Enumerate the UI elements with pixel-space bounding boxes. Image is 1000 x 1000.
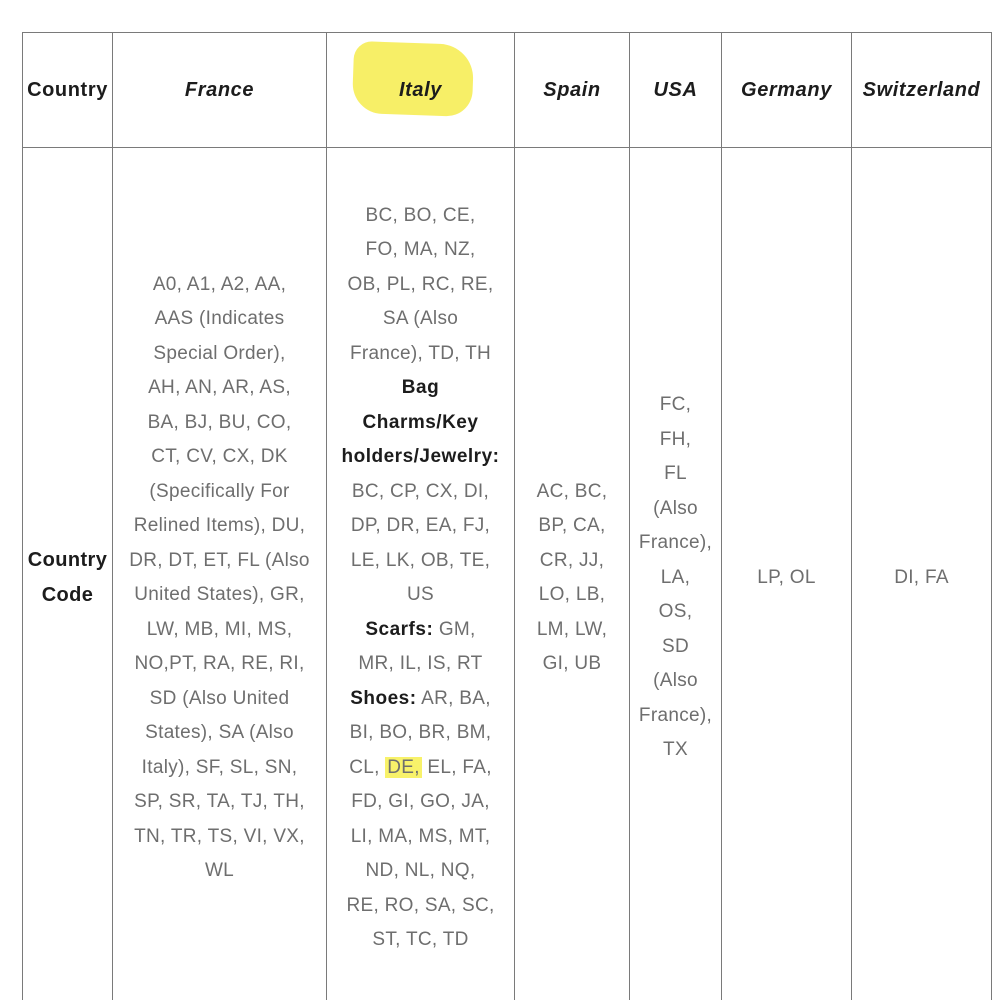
italy-line: France), TD, TH [349,342,492,364]
header-row [23,33,992,148]
italy-shoes-line: ST, TC, TD [372,929,469,950]
france-line: NO,PT, RA, RE, RI, [134,653,305,674]
usa-line: (Also [653,497,698,519]
cell-italy-codes [327,148,515,1000]
usa-line: France), [638,704,713,726]
row-label-line-1: Country [27,549,108,571]
italy-bag-heading: Bag [401,377,440,398]
italy-line: OB, PL, RC, RE, [347,273,494,295]
usa-line: TX [663,739,688,761]
spain-line: LO, LB, [538,584,606,605]
usa-line: FL [664,463,687,485]
italy-shoes-label: Shoes: [350,687,417,709]
france-line: United States), GR, [134,584,305,605]
france-line: WL [204,860,235,881]
italy-bag-heading: Charms/Key [362,411,479,433]
cell-switzerland-codes [852,148,992,1000]
italy-shoes-line: LI, MA, MS, MT, [350,825,491,847]
italy-bag-heading: holders/Jewelry: [341,446,500,467]
italy-shoes-line: ND, NL, NQ, [365,860,476,881]
highlighted-de-code: DE, [387,756,420,778]
country-code-row [23,148,992,1000]
usa-line: FC, [659,394,692,416]
spain-line: BP, CA, [538,515,606,536]
header-france: France [113,33,327,148]
italy-scarfs-line: MR, IL, IS, RT [358,653,483,674]
italy-bag-line: US [407,584,434,605]
usa-line: France), [638,532,713,554]
header-spain: Spain [515,33,630,148]
usa-line: (Also [653,670,698,692]
header-usa: USA [630,33,722,148]
france-line: SP, SR, TA, TJ, TH, [134,791,305,812]
header-italy-label: Italy [398,78,443,101]
italy-bag-line: LE, LK, OB, TE, [350,549,491,571]
switzerland-codes-text: DI, FA [894,566,949,588]
spain-line: GI, UB [542,653,602,674]
france-line: SD (Also United [149,687,290,709]
italy-scarfs-line [327,613,514,648]
usa-line: LA, [660,566,691,588]
france-line: A0, A1, A2, AA, [152,273,287,295]
cell-usa-codes [630,148,722,1000]
spain-line: AC, BC, [536,480,608,502]
italy-highlight-wrap [399,79,442,102]
country-code-table [22,32,992,1000]
italy-shoes-line: RE, RO, SA, SC, [346,894,495,916]
usa-line: FH, [659,428,692,450]
italy-line: BC, BO, CE, [365,204,476,226]
italy-shoes-line: FD, GI, GO, JA, [351,791,490,812]
usa-line: SD [662,635,689,657]
italy-shoes-line [327,751,514,786]
france-line: LW, MB, MI, MS, [146,618,293,640]
header-italy [327,33,515,148]
italy-scarfs-label: Scarfs: [365,618,434,640]
usa-line: OS, [658,601,693,623]
spain-line: LM, LW, [536,618,608,640]
row-label-country-code [23,148,113,1000]
italy-line: FO, MA, NZ, [365,239,476,260]
cell-germany-codes [722,148,852,1000]
row-label-line-2: Code [41,584,94,606]
header-germany: Germany [722,33,852,148]
france-line: Italy), SF, SL, SN, [141,756,298,778]
france-line: (Specifically For [149,480,290,502]
france-line: TN, TR, TS, VI, VX, [134,825,305,847]
italy-bag-line: BC, CP, CX, DI, [351,480,490,502]
header-country: Country [23,33,113,148]
france-line: BA, BJ, BU, CO, [147,411,292,433]
italy-scarfs-first: GM, [433,618,476,640]
france-line: AH, AN, AR, AS, [148,377,291,398]
italy-shoes-first: AR, BA, [416,687,491,709]
italy-shoes-de-after: EL, FA, [421,756,492,778]
cell-france-codes [113,148,327,1000]
spain-line: CR, JJ, [539,549,605,571]
italy-shoes-line [327,682,514,717]
france-line: AAS (Indicates [154,308,285,329]
italy-line: SA (Also [382,308,459,329]
italy-shoes-line: BI, BO, BR, BM, [349,722,492,743]
italy-shoes-de-before: CL, [349,756,386,778]
france-line: CT, CV, CX, DK [151,446,288,467]
france-line: States), SA (Also [145,722,294,743]
header-switzerland: Switzerland [852,33,992,148]
france-line: Relined Items), DU, [133,515,306,536]
france-line: Special Order), [153,342,286,364]
cell-spain-codes [515,148,630,1000]
germany-codes-text: LP, OL [757,566,816,588]
france-line: DR, DT, ET, FL (Also [129,549,310,571]
italy-bag-line: DP, DR, EA, FJ, [350,515,491,536]
